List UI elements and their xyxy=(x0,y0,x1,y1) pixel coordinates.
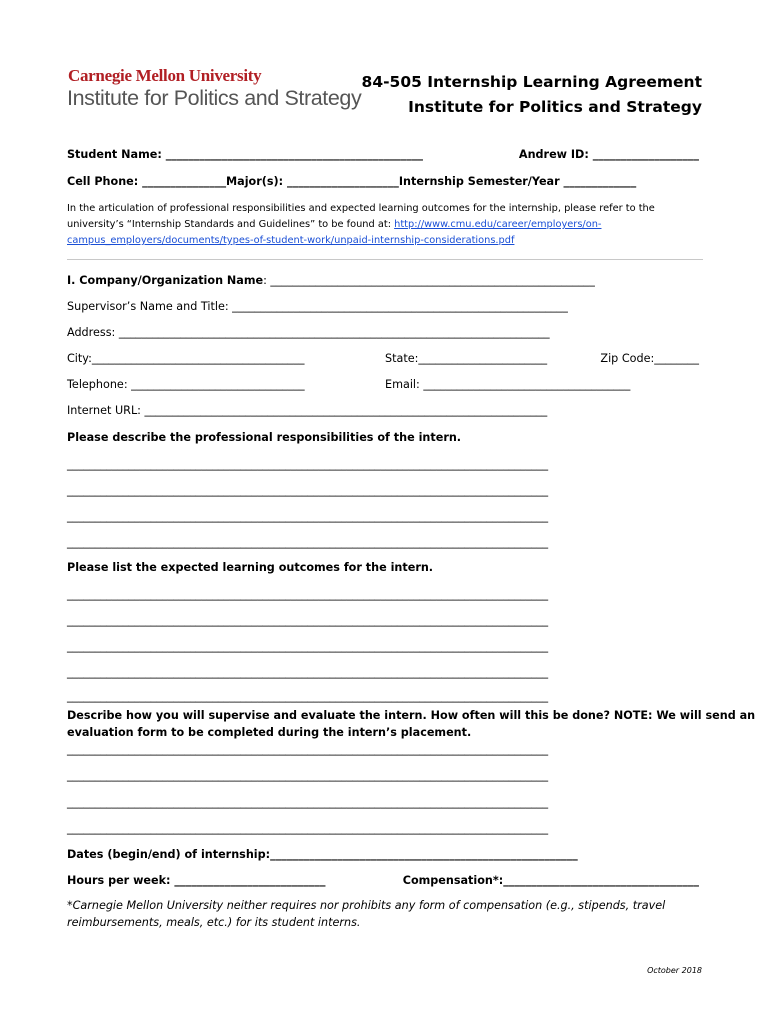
responsibilities-line[interactable]: ______________________________________________________________________________________ xyxy=(67,484,549,497)
internship-dates-field[interactable]: Dates (begin/end) of internship:_______________________________________________________ xyxy=(67,848,578,861)
outcomes-line[interactable]: ______________________________________________________________________________________ xyxy=(67,666,549,679)
responsibilities-prompt: Please describe the professional responsibilities of the intern. xyxy=(67,431,462,444)
form-title: 84-505 Internship Learning Agreement xyxy=(361,73,702,91)
outcomes-line[interactable]: ______________________________________________________________________________________ xyxy=(67,614,549,627)
intro-line-1: In the articulation of professional responsibilities and expected learning outcomes for the internship, please refer to the xyxy=(67,203,655,214)
hours-per-week-field[interactable]: Hours per week: ___________________________ xyxy=(67,874,326,887)
supervise-prompt-line-2: evaluation form to be completed during the intern’s placement. xyxy=(67,726,472,739)
supervise-line[interactable]: ______________________________________________________________________________________ xyxy=(67,796,549,809)
revision-date: October 2018 xyxy=(647,966,702,975)
guidelines-link-continued[interactable]: campus_employers/documents/types-of-student-work/unpaid-internship-considerations.pdf xyxy=(67,235,515,246)
student-name-field[interactable]: Student Name: ______________________________________________ xyxy=(67,148,424,161)
supervise-line[interactable]: ______________________________________________________________________________________ xyxy=(67,743,549,756)
intro-line-2-text: university’s “Internship Standards and Guidelines” to be found at: xyxy=(67,219,395,230)
company-name-field[interactable] xyxy=(67,274,595,287)
compensation-footnote-line-1: *Carnegie Mellon University neither requires nor prohibits any form of compensation (e.g., stipends, travel xyxy=(67,899,666,912)
compensation-footnote-line-2: reimbursements, meals, etc.) for its student interns. xyxy=(67,916,361,929)
outcomes-line[interactable]: ______________________________________________________________________________________ xyxy=(67,588,549,601)
responsibilities-line[interactable]: ______________________________________________________________________________________ xyxy=(67,458,549,471)
supervise-line[interactable]: ______________________________________________________________________________________ xyxy=(67,769,549,782)
company-name-line[interactable]: : __________________________________________________________ xyxy=(263,274,595,287)
telephone-field[interactable]: Telephone: _______________________________ xyxy=(67,378,305,391)
supervisor-field[interactable]: Supervisor’s Name and Title: ____________________________________________________________ xyxy=(67,300,568,313)
intro-line-2 xyxy=(67,217,601,233)
ips-logo-wordmark: Institute for Politics and Strategy xyxy=(67,86,362,110)
email-field[interactable]: Email: _____________________________________ xyxy=(385,378,631,391)
andrew-id-field[interactable]: Andrew ID: ___________________ xyxy=(518,148,699,161)
form-subtitle: Institute for Politics and Strategy xyxy=(408,98,702,116)
zip-code-field[interactable]: Zip Code:________ xyxy=(600,352,699,365)
intro-line-3 xyxy=(67,233,514,249)
responsibilities-line[interactable]: ______________________________________________________________________________________ xyxy=(67,510,549,523)
compensation-field[interactable]: Compensation*:___________________________________ xyxy=(402,874,699,887)
supervise-line[interactable]: ______________________________________________________________________________________ xyxy=(67,822,549,835)
responsibilities-line[interactable]: ______________________________________________________________________________________ xyxy=(67,536,549,549)
supervise-prompt-line-1: Describe how you will supervise and evaluate the intern. How often will this be done? NOTE: We will send an xyxy=(67,709,756,722)
guidelines-link[interactable]: http://www.cmu.edu/career/employers/on- xyxy=(394,219,602,230)
section-divider xyxy=(67,259,703,260)
state-field[interactable]: State:_______________________ xyxy=(385,352,548,365)
address-field[interactable]: Address: _____________________________________________________________________________ xyxy=(67,326,550,339)
outcomes-prompt: Please list the expected learning outcomes for the intern. xyxy=(67,561,434,574)
cell-major-semester-row[interactable]: Cell Phone: _______________Major(s): ____________________Internship Semester/Year _____________ xyxy=(67,175,637,188)
outcomes-line[interactable]: ______________________________________________________________________________________ xyxy=(67,690,549,703)
outcomes-line[interactable]: ______________________________________________________________________________________ xyxy=(67,640,549,653)
cmu-logo-wordmark: Carnegie Mellon University xyxy=(68,66,262,85)
company-name-label: I. Company/Organization Name xyxy=(67,274,264,287)
internet-url-field[interactable]: Internet URL: ________________________________________________________________________ xyxy=(67,404,548,417)
city-field[interactable]: City:______________________________________ xyxy=(67,352,305,365)
